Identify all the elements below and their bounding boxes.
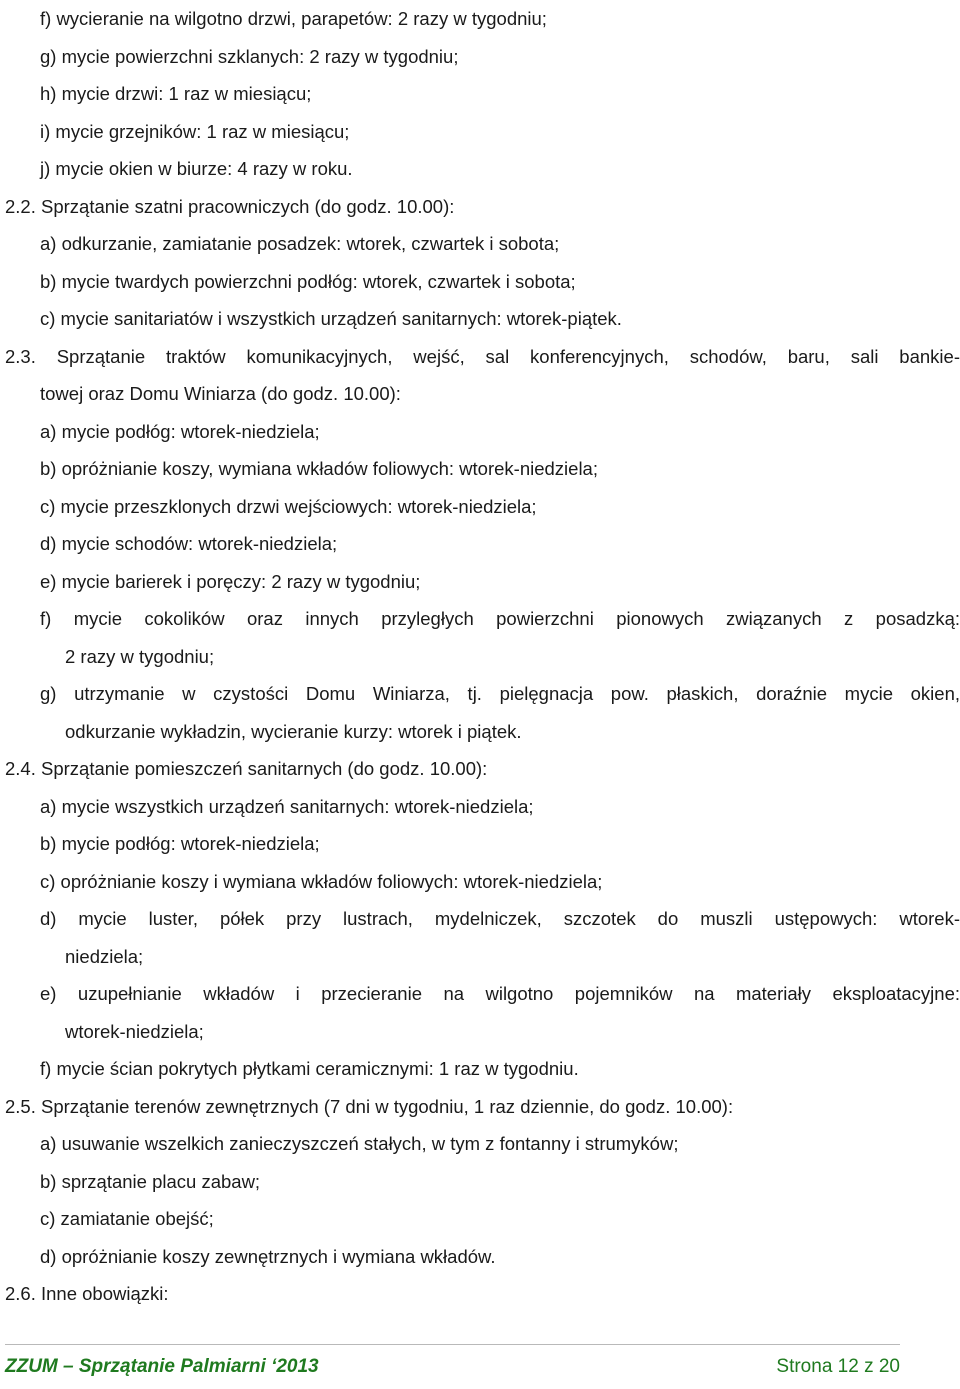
list-item: h) mycie drzwi: 1 raz w miesiącu; <box>40 83 312 104</box>
section-heading: 2.6. Inne obowiązki: <box>5 1283 169 1304</box>
footer-title: ZZUM – Sprzątanie Palmiarni ‘2013 <box>5 1356 319 1377</box>
list-item: a) usuwanie wszelkich zanieczyszczeń stałych, w tym z fontanny i strumyków; <box>40 1133 679 1154</box>
document-body <box>5 0 960 1313</box>
list-item: i) mycie grzejników: 1 raz w miesiącu; <box>40 120 350 142</box>
list-item: a) mycie podłóg: wtorek-niedziela; <box>40 420 320 442</box>
list-item: d) mycie luster, półek przy lustrach, mydelniczek, szczotek do muszli ustępowych: wtorek- <box>40 908 960 929</box>
section-heading: 2.4. Sprzątanie pomieszczeń sanitarnych (do godz. 10.00): <box>5 758 488 779</box>
list-item-continuation: niedziela; <box>65 945 144 967</box>
list-item: d) mycie schodów: wtorek-niedziela; <box>40 533 338 554</box>
list-item: f) wycieranie na wilgotno drzwi, parapetów: 2 razy w tygodniu; <box>40 8 547 29</box>
list-item: e) uzupełnianie wkładów i przecieranie na wilgotno pojemników na materiały eksploatacyjne: <box>40 983 960 1004</box>
list-item: c) mycie sanitariatów i wszystkich urządzeń sanitarnych: wtorek-piątek. <box>40 308 622 329</box>
list-item: g) utrzymanie w czystości Domu Winiarza, tj. pielęgnacja pow. płaskich, doraźnie mycie okien, <box>40 683 960 704</box>
list-item: b) sprzątanie placu zabaw; <box>40 1170 261 1192</box>
list-item: d) opróżnianie koszy zewnętrznych i wymiana wkładów. <box>40 1245 496 1267</box>
list-item: b) opróżnianie koszy, wymiana wkładów foliowych: wtorek-niedziela; <box>40 458 598 479</box>
list-item: f) mycie cokolików oraz innych przyległych powierzchni pionowych związanych z posadzką: <box>40 608 960 629</box>
list-item-continuation: wtorek-niedziela; <box>65 1020 204 1042</box>
list-item: e) mycie barierek i poręczy: 2 razy w tygodniu; <box>40 570 421 592</box>
list-item: g) mycie powierzchni szklanych: 2 razy w tygodniu; <box>40 45 459 67</box>
list-item: a) odkurzanie, zamiatanie posadzek: wtorek, czwartek i sobota; <box>40 233 560 254</box>
list-item: c) mycie przeszklonych drzwi wejściowych: wtorek-niedziela; <box>40 495 537 517</box>
section-heading: 2.5. Sprzątanie terenów zewnętrznych (7 dni w tygodniu, 1 raz dziennie, do godz. 10.00): <box>5 1095 734 1117</box>
section-heading-continuation: towej oraz Domu Winiarza (do godz. 10.00): <box>40 383 401 404</box>
page-footer <box>5 1344 900 1389</box>
page-number: Strona 12 z 20 <box>776 1356 900 1377</box>
list-item: b) mycie twardych powierzchni podłóg: wtorek, czwartek i sobota; <box>40 270 576 292</box>
list-item: f) mycie ścian pokrytych płytkami ceramicznymi: 1 raz w tygodniu. <box>40 1058 579 1079</box>
list-item: j) mycie okien w biurze: 4 razy w roku. <box>40 158 353 179</box>
list-item: a) mycie wszystkich urządzeń sanitarnych: wtorek-niedziela; <box>40 795 534 817</box>
section-heading: 2.2. Sprzątanie szatni pracowniczych (do godz. 10.00): <box>5 195 455 217</box>
section-heading: 2.3. Sprzątanie traktów komunikacyjnych, wejść, sal konferencyjnych, schodów, baru, sali bankie- <box>5 345 960 367</box>
list-item: c) opróżnianie koszy i wymiana wkładów foliowych: wtorek-niedziela; <box>40 870 603 892</box>
list-item: b) mycie podłóg: wtorek-niedziela; <box>40 833 320 854</box>
list-item-continuation: 2 razy w tygodniu; <box>65 645 215 667</box>
list-item-continuation: odkurzanie wykładzin, wycieranie kurzy: wtorek i piątek. <box>65 720 522 742</box>
list-item: c) zamiatanie obejść; <box>40 1208 214 1229</box>
